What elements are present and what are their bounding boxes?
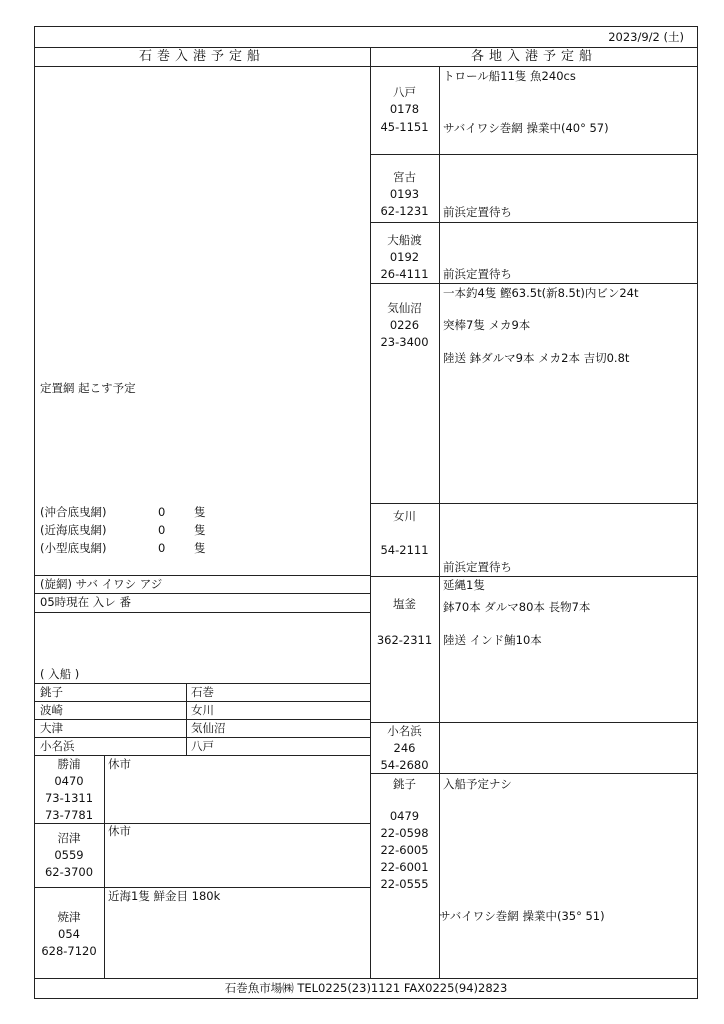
ports-divider	[104, 755, 105, 978]
port-tel: 45-1151	[380, 120, 429, 134]
frame-right	[697, 26, 698, 999]
port-name: 銚子	[393, 777, 416, 791]
port-name: 大船渡	[387, 233, 422, 247]
port-tel: 22-0598	[380, 826, 429, 840]
port-tel: 0559	[54, 848, 84, 862]
port-tel: 22-6001	[380, 860, 429, 874]
trawl-name: (近海底曳網)	[40, 523, 107, 537]
port-name: 小名浜	[387, 724, 422, 738]
port-tel: 0192	[389, 250, 420, 264]
rule	[34, 887, 371, 888]
port-line: トロール船11隻 魚240cs	[443, 69, 576, 83]
port-line: 一本釣4隻 鰹63.5t(新8.5t)内ビン24t	[443, 286, 639, 300]
port-tel: 22-0555	[380, 877, 429, 891]
port-name: 宮古	[393, 170, 416, 184]
teichi-note: 定置網 起こす予定	[40, 381, 136, 395]
frame-top	[34, 26, 698, 27]
status-line: 05時現在 入レ 番	[40, 595, 131, 609]
port-tel: 73-7781	[44, 808, 94, 822]
port-tel: 23-3400	[380, 335, 429, 349]
rule	[34, 719, 371, 720]
rule	[34, 755, 371, 756]
port-tel: 0178	[389, 102, 420, 116]
port-tel: 22-6005	[380, 843, 429, 857]
rule	[370, 154, 698, 155]
rule	[370, 722, 698, 723]
rule	[34, 701, 371, 702]
trawl-name: (沖合底曳網)	[40, 505, 107, 519]
port-line: 鉢70本 ダルマ80本 長物7本	[443, 600, 591, 614]
port-line: サバイワシ巻網 操業中(35° 51)	[439, 909, 605, 923]
port-line: サバイワシ巻網 操業中(40° 57)	[443, 121, 609, 135]
trawl-unit: 隻	[194, 541, 206, 555]
left-header: 石巻入港予定船	[138, 49, 265, 64]
pair-left: 小名浜	[40, 739, 75, 753]
fish-market-report	[34, 26, 698, 999]
trawl-count: 0	[158, 505, 166, 519]
trawl-count: 0	[158, 523, 166, 537]
right-header: 各地入港予定船	[470, 49, 597, 64]
rule	[34, 612, 371, 613]
port-line: 延縄1隻	[443, 578, 485, 592]
header-rule	[34, 66, 698, 67]
port-tel: 73-1311	[44, 791, 94, 805]
port-tel: 62-3700	[44, 865, 94, 879]
rule	[370, 576, 698, 577]
rule	[370, 503, 698, 504]
right-port-divider	[439, 66, 440, 978]
port-name: 焼津	[57, 910, 81, 924]
port-line: 入船予定ナシ	[443, 777, 512, 791]
pair-right: 女川	[191, 703, 214, 717]
port-line: 前浜定置待ち	[443, 267, 512, 281]
trawl-unit: 隻	[194, 523, 206, 537]
pair-right: 気仙沼	[191, 721, 226, 735]
port-name: 気仙沼	[387, 301, 422, 315]
port-tel: 054	[58, 927, 80, 941]
trawl-name: (小型底曳網)	[40, 541, 107, 555]
port-line: 突棒7隻 メカ9本	[443, 318, 531, 332]
pair-left: 大津	[40, 721, 63, 735]
port-line: 前浜定置待ち	[443, 560, 512, 574]
footer-contact: 石巻魚市場㈱ TEL0225(23)1121 FAX0225(94)2823	[224, 981, 508, 995]
report-date: 2023/9/2 (土)	[608, 30, 684, 44]
trawl-count: 0	[158, 541, 166, 555]
port-tel: 62-1231	[380, 204, 429, 218]
port-line: 陸送 インド鮪10本	[443, 633, 542, 647]
rule	[370, 283, 698, 284]
pair-right: 石巻	[191, 685, 214, 699]
port-line: 陸送 鉢ダルマ9本 メカ2本 吉切0.8t	[443, 351, 630, 365]
purse-seine-line: (旋網) サバ イワシ アジ	[40, 577, 163, 591]
port-name: 沼津	[57, 831, 81, 845]
port-note: 近海1隻 鮮金目 180k	[108, 889, 221, 903]
port-tel: 54-2111	[380, 543, 429, 557]
port-tel: 0479	[389, 809, 420, 823]
port-tel: 54-2680	[380, 758, 429, 772]
port-tel: 0193	[389, 187, 420, 201]
rule	[34, 575, 371, 576]
port-line: 前浜定置待ち	[443, 205, 512, 219]
port-name: 塩釜	[393, 597, 416, 611]
arrivals-label: ( 入船 )	[40, 667, 80, 681]
frame-bottom	[34, 998, 698, 999]
port-tel: 0226	[389, 318, 420, 332]
port-tel: 246	[393, 741, 416, 755]
port-name: 女川	[393, 509, 416, 523]
port-tel: 26-4111	[380, 267, 429, 281]
port-name: 八戸	[393, 85, 416, 99]
rule	[34, 683, 371, 684]
port-note: 休市	[108, 757, 131, 771]
trawl-unit: 隻	[194, 505, 206, 519]
rule	[370, 222, 698, 223]
pair-left: 波崎	[40, 703, 63, 717]
port-tel: 0470	[54, 774, 84, 788]
pair-right: 八戸	[191, 739, 214, 753]
pair-left: 銚子	[40, 685, 63, 699]
rule	[370, 773, 698, 774]
port-name: 勝浦	[57, 757, 81, 771]
rule	[34, 737, 371, 738]
port-tel: 628-7120	[41, 944, 97, 958]
rule	[34, 593, 371, 594]
rule	[34, 823, 371, 824]
date-rule	[34, 47, 698, 48]
port-note: 休市	[108, 824, 131, 838]
footer-rule	[34, 978, 698, 979]
port-tel: 362-2311	[376, 633, 433, 647]
